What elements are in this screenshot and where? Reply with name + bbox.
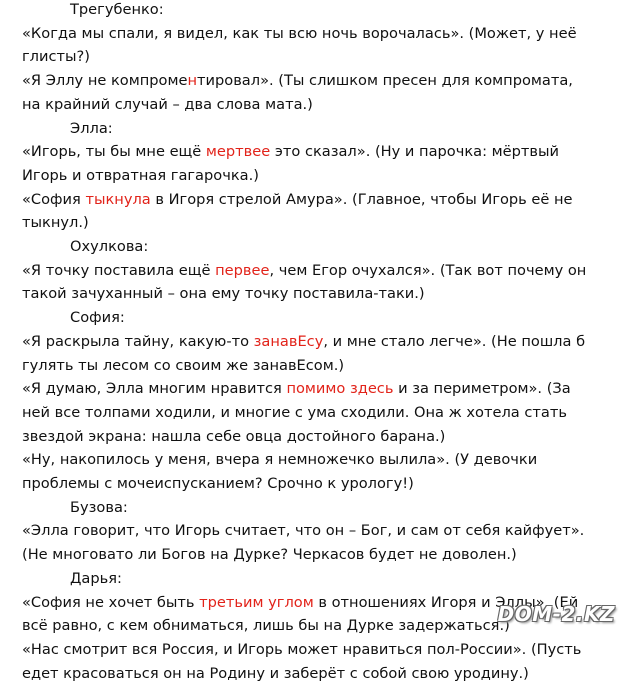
text-segment: всё равно, с кем обниматься, лишь бы на Дурке задержаться.)	[22, 617, 510, 635]
text-line	[22, 594, 578, 612]
text-line	[22, 404, 567, 422]
text-line	[22, 167, 259, 185]
text-segment: едет красоваться он на Родину и заберёт с собой свою уродину.)	[22, 664, 529, 682]
text-line	[22, 428, 445, 446]
highlighted-error: первее	[215, 261, 270, 279]
text-segment: на крайний случай – два слова мата.)	[22, 95, 313, 113]
speaker-name: Охулкова:	[70, 238, 149, 255]
text-line	[22, 641, 581, 659]
text-line	[22, 143, 559, 161]
text-segment: гулять ты лесом со своим же занавЕсом.)	[22, 356, 345, 374]
highlighted-error: занавЕсу	[253, 332, 324, 350]
text-segment: «Я Эллу не компроме	[22, 72, 188, 90]
text-line	[22, 333, 585, 351]
text-segment: это сказал». (Ну и парочка: мёртвый	[270, 143, 560, 161]
text-line	[22, 214, 89, 232]
site-watermark: DOM-2.KZ	[497, 602, 615, 626]
text-line	[22, 25, 577, 43]
speaker-name: Элла:	[70, 119, 113, 137]
text-segment: «Элла говорит, что Игорь считает, что он – Бог, и сам от себя кайфует».	[22, 522, 585, 540]
highlighted-error: н	[187, 72, 198, 90]
text-line	[22, 380, 571, 398]
highlighted-error: помимо здесь	[286, 380, 394, 398]
highlighted-error: третьим углом	[199, 593, 314, 611]
text-segment: «Игорь, ты бы мне ещё	[22, 143, 206, 161]
text-segment: Игорь и отвратная гагарочка.)	[22, 166, 259, 184]
speaker-name: Бузова:	[70, 498, 128, 516]
text-segment: такой зачуханный – она ему точку поставила-таки.)	[22, 285, 425, 303]
text-segment: , чем Егор очухался». (Так вот почему он	[269, 261, 587, 279]
text-line	[22, 262, 586, 280]
text-segment: «Я думаю, Элла многим нравится	[22, 380, 287, 398]
text-segment: «София	[22, 190, 86, 208]
text-segment: «София не хочет быть	[22, 593, 200, 611]
text-line	[22, 191, 573, 209]
text-segment: звездой экрана: нашла себе овца достойного барана.)	[22, 427, 446, 445]
text-line	[22, 665, 529, 683]
text-segment: «Когда мы спали, я видел, как ты всю ночь ворочалась». (Может, у неё	[22, 24, 577, 42]
text-line	[22, 451, 537, 469]
speaker-name: София:	[70, 309, 125, 327]
text-segment: в отношениях Игоря и Эллы». (Ей	[313, 593, 579, 611]
text-line	[22, 522, 584, 540]
text-segment: (Не многовато ли Богов на Дурке? Черкасов будет не доволен.)	[22, 546, 517, 564]
text-line	[22, 546, 517, 564]
text-segment: ней все толпами ходили, и многие с ума сходили. Она ж хотела стать	[22, 403, 567, 421]
text-line	[22, 72, 573, 90]
text-line	[22, 285, 425, 303]
highlighted-error: тыкнула	[85, 190, 151, 208]
highlighted-error: мертвее	[205, 143, 271, 161]
text-segment: проблемы с мочеиспусканием? Срочно к урологу!)	[22, 475, 414, 492]
text-line	[22, 475, 414, 493]
text-line	[22, 48, 90, 66]
text-segment: «Нас смотрит вся Россия, и Игорь может нравиться пол-России». (Пусть	[22, 640, 582, 658]
text-segment: тировал». (Ты слишком пресен для компромата,	[197, 72, 573, 90]
text-segment: «Я точку поставила ещё	[22, 261, 216, 279]
text-segment: тыкнул.)	[22, 214, 89, 232]
text-segment: и за периметром». (За	[393, 380, 571, 398]
speaker-name: Трегубенко:	[70, 1, 164, 18]
text-segment: , и мне стало легче». (Не пошла б	[323, 332, 586, 350]
text-segment: в Игоря стрелой Амура». (Главное, чтобы Игорь её не	[150, 190, 573, 208]
speaker-name: Дарья:	[70, 569, 122, 587]
text-line	[22, 357, 344, 375]
text-line	[22, 617, 510, 635]
text-line	[22, 96, 313, 114]
text-segment: «Ну, накопилось у меня, вчера я немножечко вылила». (У девочки	[22, 451, 538, 469]
text-segment: глисты?)	[22, 48, 90, 66]
text-segment: «Я раскрыла тайну, какую-то	[22, 332, 254, 350]
